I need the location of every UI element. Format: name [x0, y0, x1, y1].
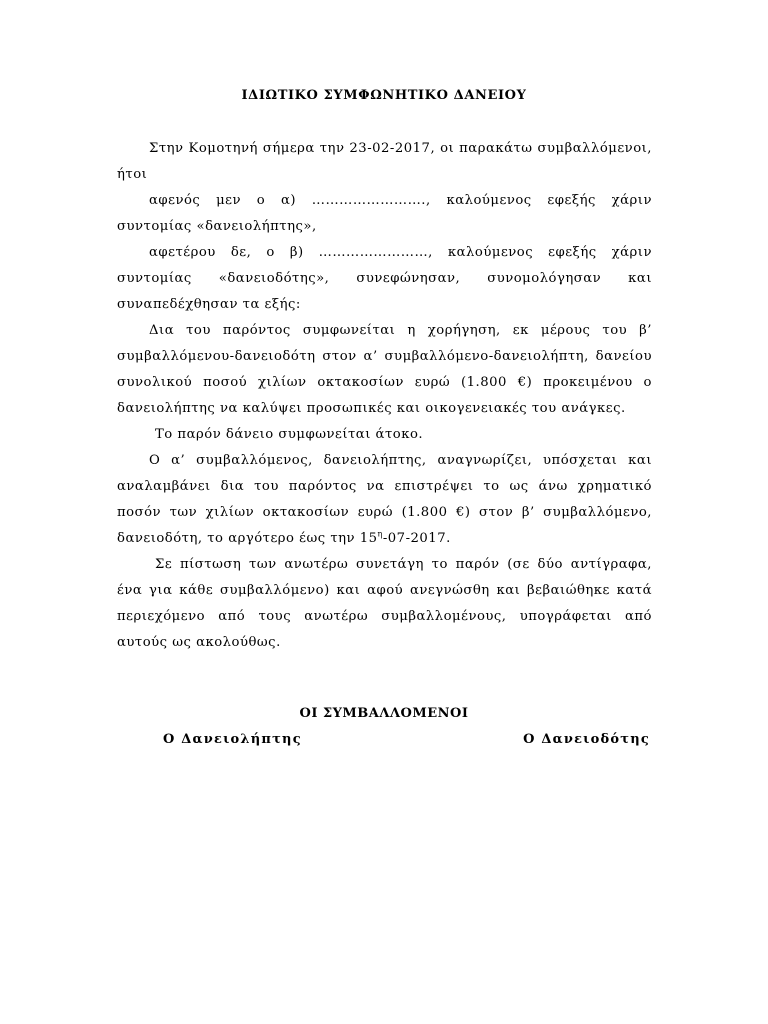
- signatures-heading: ΟΙ ΣΥΜΒΑΛΛΟΜΕΝΟΙ: [299, 706, 469, 721]
- borrower-signature-label: Ο Δανειολήπτης: [163, 732, 302, 747]
- repayment-date-suffix: -07-2017.: [382, 531, 451, 546]
- paragraph-repayment: [117, 448, 652, 552]
- paragraph-party-b: αφετέρου δε, ο β) ……………………, καλούμενος εφεξής χάριν συντομίας «δανειοδότης», συνεφώνησαν, συνομολόγησαν και συναπεδέχθησαν τα εξής:: [117, 245, 652, 312]
- paragraph-closing: Σε πίστωση των ανωτέρω συνετάγη το παρόν (σε δύο αντίγραφα, ένα για κάθε συμβαλλόμενο) και αφού ανεγνώσθη και βεβαιώθηκε κατά περιεχόμενο από τους ανωτέρω συμβαλλομένους, υπογράφεται από αυτούς ως ακολούθως.: [117, 557, 652, 650]
- paragraph-loan-terms: Δια του παρόντος συμφωνείται η χορήγηση, εκ μέρους του β’ συμβαλλόμενου-δανειοδότη στον α’ συμβαλλόμενο-δανειολήπτη, δανείου συνολικού ποσού χιλίων οκτακοσίων ευρώ (1.800 €) προκειμένου ο δανειολήπτης να καλύψει προσωπικές και οικογενειακές του ανάγκες.: [117, 323, 652, 416]
- paragraph-interest-free: Το παρόν δάνειο συμφωνείται άτοκο.: [155, 427, 424, 442]
- document-body: [117, 136, 652, 656]
- paragraph-intro: Στην Κομοτηνή σήμερα την 23-02-2017, οι παρακάτω συμβαλλόμενοι, ήτοι: [117, 141, 652, 182]
- paragraph-party-a: αφενός μεν ο α) ……………………., καλούμενος εφεξής χάριν συντομίας «δανειολήπτης»,: [117, 193, 652, 234]
- document-title: ΙΔΙΩΤΙΚΟ ΣΥΜΦΩΝΗΤΙΚΟ ΔΑΝΕΙΟΥ: [241, 88, 527, 103]
- lender-signature-label: Ο Δανειοδότης: [523, 732, 650, 747]
- ordinal-superscript: η: [377, 529, 383, 539]
- repayment-text: Ο α’ συμβαλλόμενος, δανειολήπτης, αναγνωρίζει, υπόσχεται και αναλαμβάνει δια του παρόντος να επιστρέψει το ως άνω χρηματικό ποσόν των χιλίων οκτακοσίων ευρώ (1.800 €) στον β’ συμβαλλόμενο, δανειοδότη, το αργότερο έως την 15: [117, 453, 652, 546]
